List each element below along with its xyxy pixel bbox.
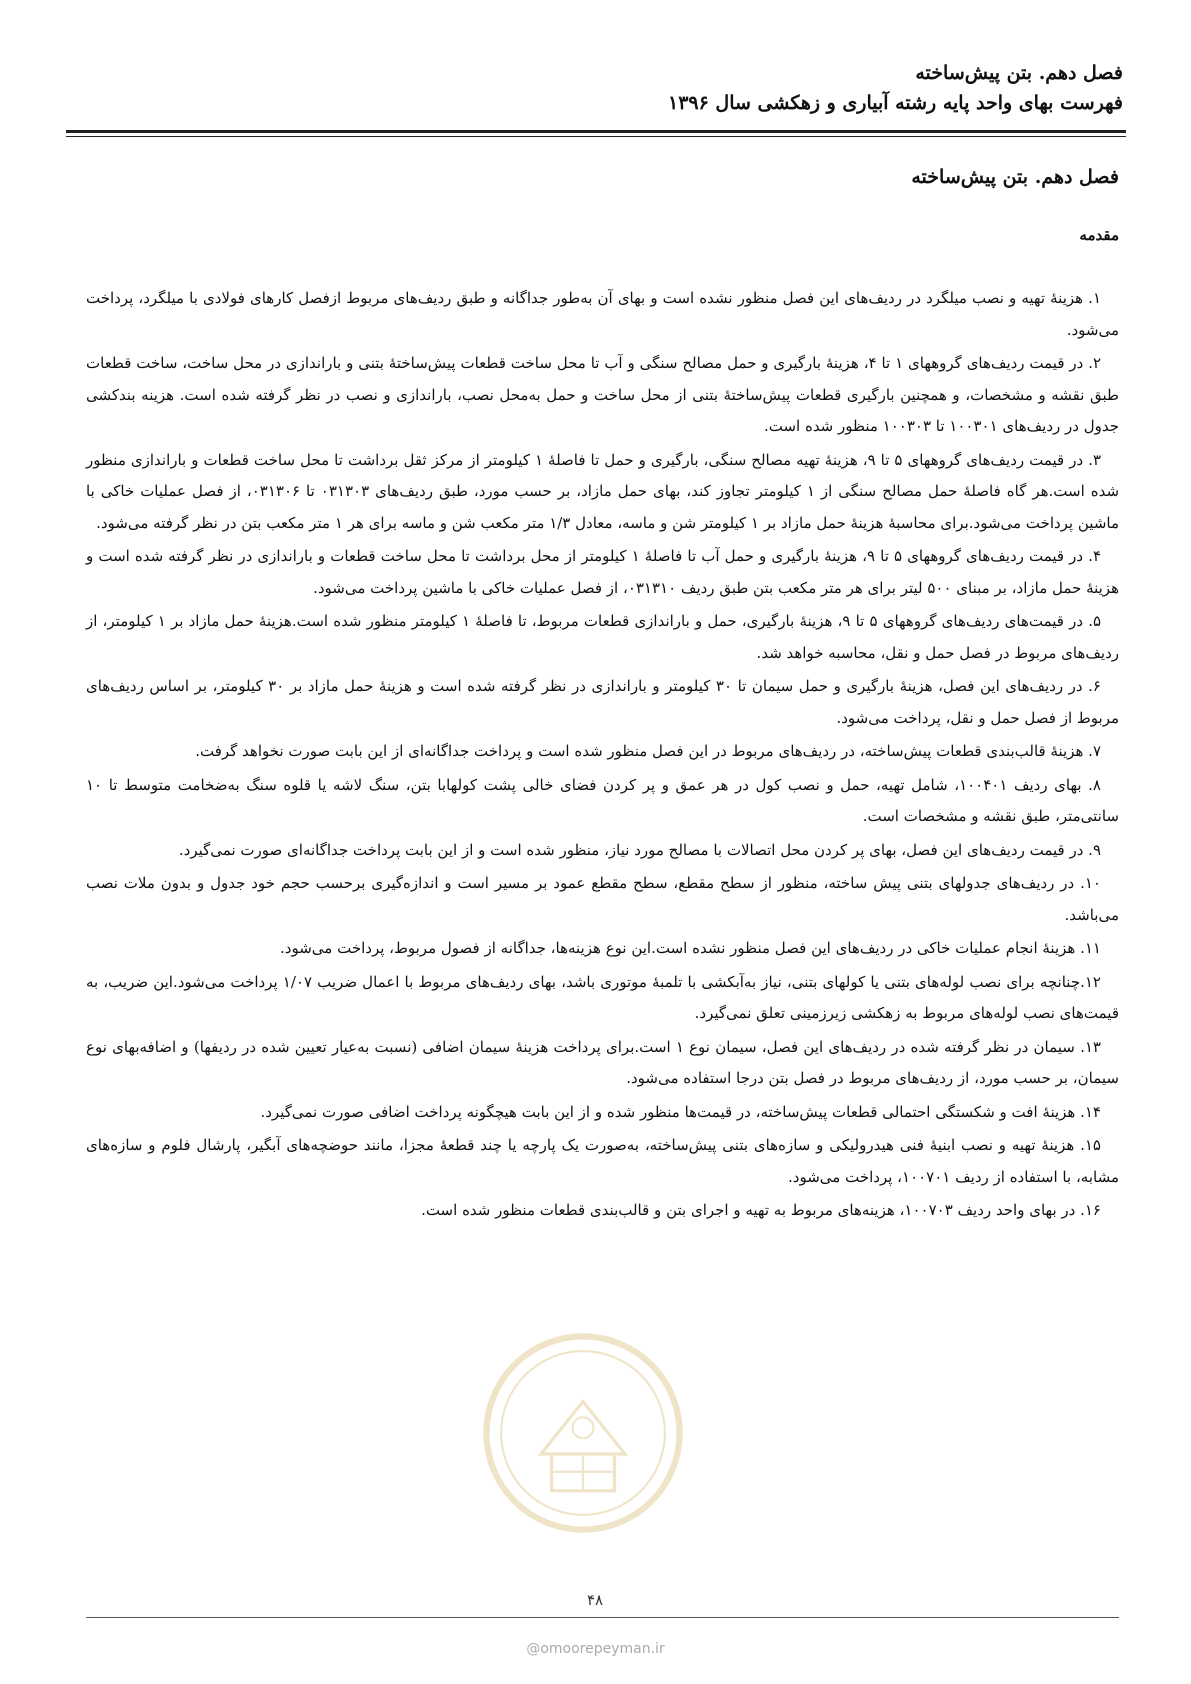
header-rule-thin: [66, 136, 1126, 137]
paragraph-2: ۲. در قیمت ردیف‌های گروههای ۱ تا ۴، هزینهٔ بارگیری و حمل مصالح سنگی و آب تا محل ساخت قطعات پیش‌ساختهٔ بتنی و باراندازی در محل ساخت، ساخت قطعات طبق نقشه و مشخصات، و همچنین بارگیری قطعات پیش‌ساختهٔ بتنی از محل ساخت و حمل به‌محل نصب، باراندازی و نصب در نظر گرفته شده است. هزینه بندکشی جدول در ردیف‌های ۱۰۰۳۰۱ تا ۱۰۰۳۰۳ منظور شده است.: [86, 354, 1119, 435]
paragraph-7: ۷. هزینهٔ قالب‌بندی قطعات پیش‌ساخته، در ردیف‌های مربوط در این فصل منظور شده است و پرداخت جداگانه‌ای از این بابت صورت نخواهد گرفت.: [195, 742, 1101, 760]
paragraph-4: ۴. در قیمت ردیف‌های گروههای ۵ تا ۹، هزینهٔ بارگیری و حمل آب تا فاصلهٔ ۱ کیلومتر از محل برداشت تا محل ساخت قطعات و باراندازی در نظر گرفته شده است و هزینهٔ حمل مازاد، بر مبنای ۵۰۰ لیتر برای هر متر مکعب بتن طبق ردیف ۰۳۱۳۱۰، از فصل عملیات خاکی با ماشین پرداخت می‌شود.: [86, 547, 1119, 597]
paragraph-9: ۹. در قیمت ردیف‌های این فصل، بهای پر کردن محل اتصالات با مصالح مورد نیاز، منظور شده است و از این بابت پرداخت جداگانه‌ای صورت نمی‌گیرد.: [178, 840, 1101, 859]
paragraph-1: ۱. هزینهٔ تهیه و نصب میلگرد در ردیف‌های این فصل منظور نشده است و بهای آن به‌طور جداگانه و طبق ردیف‌های مربوط ازفصل کارهای فولادی با میلگرد، پرداخت می‌شود.: [86, 289, 1119, 339]
paragraph-10: ۱۰. در ردیف‌های جدولهای بتنی پیش ساخته، منظور از سطح مقطع، سطح مقطع عمود بر مسیر است و اندازه‌گیری برحسب حجم خود جدول و بدون ملات نصب می‌باشد.: [86, 874, 1119, 924]
paragraph-11: ۱۱. هزینهٔ انجام عملیات خاکی در ردیف‌های این فصل منظور نشده است.این نوع هزینه‌ها، جداگانه از فصول مربوط، پرداخت می‌شود.: [280, 939, 1101, 957]
footer-rule: [86, 1617, 1119, 1618]
header-title-line: فهرست بهای واحد پایه رشته آبیاری و زهکشی سال ۱۳۹۶: [667, 92, 1123, 114]
paragraph-16: ۱۶. در بهای واحد ردیف ۱۰۰۷۰۳، هزینه‌های مربوط به تهیه و اجرای بتن و قالب‌بندی قطعات منظور شده است.: [421, 1201, 1101, 1219]
seal-watermark-icon: [478, 1328, 688, 1538]
paragraph-6: ۶. در ردیف‌های این فصل، هزینهٔ بارگیری و حمل سیمان تا ۳۰ کیلومتر و باراندازی در نظر گرفته شده است و هزینهٔ حمل مازاد بر ۳۰ کیلومتر، بر اساس ردیف‌های مربوط از فصل حمل و نقل، پرداخت می‌شود.: [86, 677, 1119, 727]
header-chapter-line: فصل دهم. بتن پیش‌ساخته: [915, 62, 1123, 84]
running-header: [65, 58, 1123, 118]
body-text: [86, 283, 1119, 1229]
paragraph-5: ۵. در قیمت‌های ردیف‌های گروههای ۵ تا ۹، هزینهٔ بارگیری، حمل و باراندازی قطعات مربوط، تا فاصلهٔ ۱ کیلومتر منظور شده است.هزینهٔ حمل مازاد بر ۱ کیلومتر، از ردیف‌های مربوط در فصل حمل و نقل، محاسبه خواهد شد.: [86, 612, 1119, 662]
paragraph-3: ۳. در قیمت ردیف‌های گروههای ۵ تا ۹، هزینهٔ تهیه مصالح سنگی، بارگیری و حمل تا فاصلهٔ ۱ کیلومتر از مرکز ثقل برداشت تا محل ساخت قطعات و باراندازی منظور شده است.هر گاه فاصلهٔ حمل مصالح سنگی از ۱ کیلومتر تجاوز کند، بهای حمل مازاد، بر حسب مورد، طبق ردیف‌های ۰۳۱۳۰۳ تا ۰۳۱۳۰۶، از فصل عملیات خاکی با ماشین پرداخت می‌شود.برای محاسبهٔ هزینهٔ حمل مازاد بر ۱ کیلومتر شن و ماسه، معادل ۱/۳ متر مکعب شن و ماسه برای هر ۱ متر مکعب بتن در نظر گرفته می‌شود.: [86, 450, 1120, 532]
paragraph-13: ۱۳. سیمان در نظر گرفته شده در ردیف‌های این فصل، سیمان نوع ۱ است.برای پرداخت هزینهٔ سیمان اضافی (نسبت به‌عیار تعیین شده در ردیفها) و اضافه‌بهای نوع سیمان، بر حسب مورد، از ردیف‌های مربوط در فصل بتن درجا استفاده می‌شود.: [86, 1037, 1119, 1087]
footer-site-label: @omoorepeyman.ir: [526, 1641, 665, 1657]
header-rule-thick: [66, 130, 1126, 133]
chapter-title: فصل دهم. بتن پیش‌ساخته: [911, 166, 1119, 188]
paragraph-8: ۸. بهای ردیف ۱۰۰۴۰۱، شامل تهیه، حمل و نصب کول در هر عمق و پر کردن فضای خالی پشت کولهابا بتن، سنگ لاشه یا قلوه سنگ به‌ضخامت متوسط تا ۱۰ سانتی‌متر، طبق نقشه و مشخصات است.: [86, 775, 1119, 825]
paragraph-12: ۱۲.چنانچه برای نصب لوله‌های بتنی یا کولهای بتنی، نیاز به‌آبکشی با تلمبهٔ موتوری باشد، بهای ردیف‌های مربوط با اعمال ضریب ۱/۰۷ پرداخت می‌شود.این ضریب، به قیمت‌های نصب لوله‌های مربوط به زهکشی زیرزمینی تعلق نمی‌گیرد.: [86, 972, 1119, 1022]
page-number: ۴۸: [586, 1591, 604, 1609]
paragraph-14: ۱۴. هزینهٔ افت و شکستگی احتمالی قطعات پیش‌ساخته، در قیمت‌ها منظور شده و از این بابت هیچگونه پرداخت اضافی صورت نمی‌گیرد.: [260, 1102, 1101, 1121]
paragraph-15: ۱۵. هزینهٔ تهیه و نصب ابنیهٔ فنی هیدرولیکی و سازه‌های بتنی پیش‌ساخته، به‌صورت یک پارچه یا چند قطعهٔ مجزا، مانند حوضچه‌های آبگیر، پارشال فلوم و سازه‌های مشابه، با استفاده از ردیف ۱۰۰۷۰۱، پرداخت می‌شود.: [86, 1136, 1119, 1186]
section-heading: مقدمه: [1079, 226, 1119, 244]
